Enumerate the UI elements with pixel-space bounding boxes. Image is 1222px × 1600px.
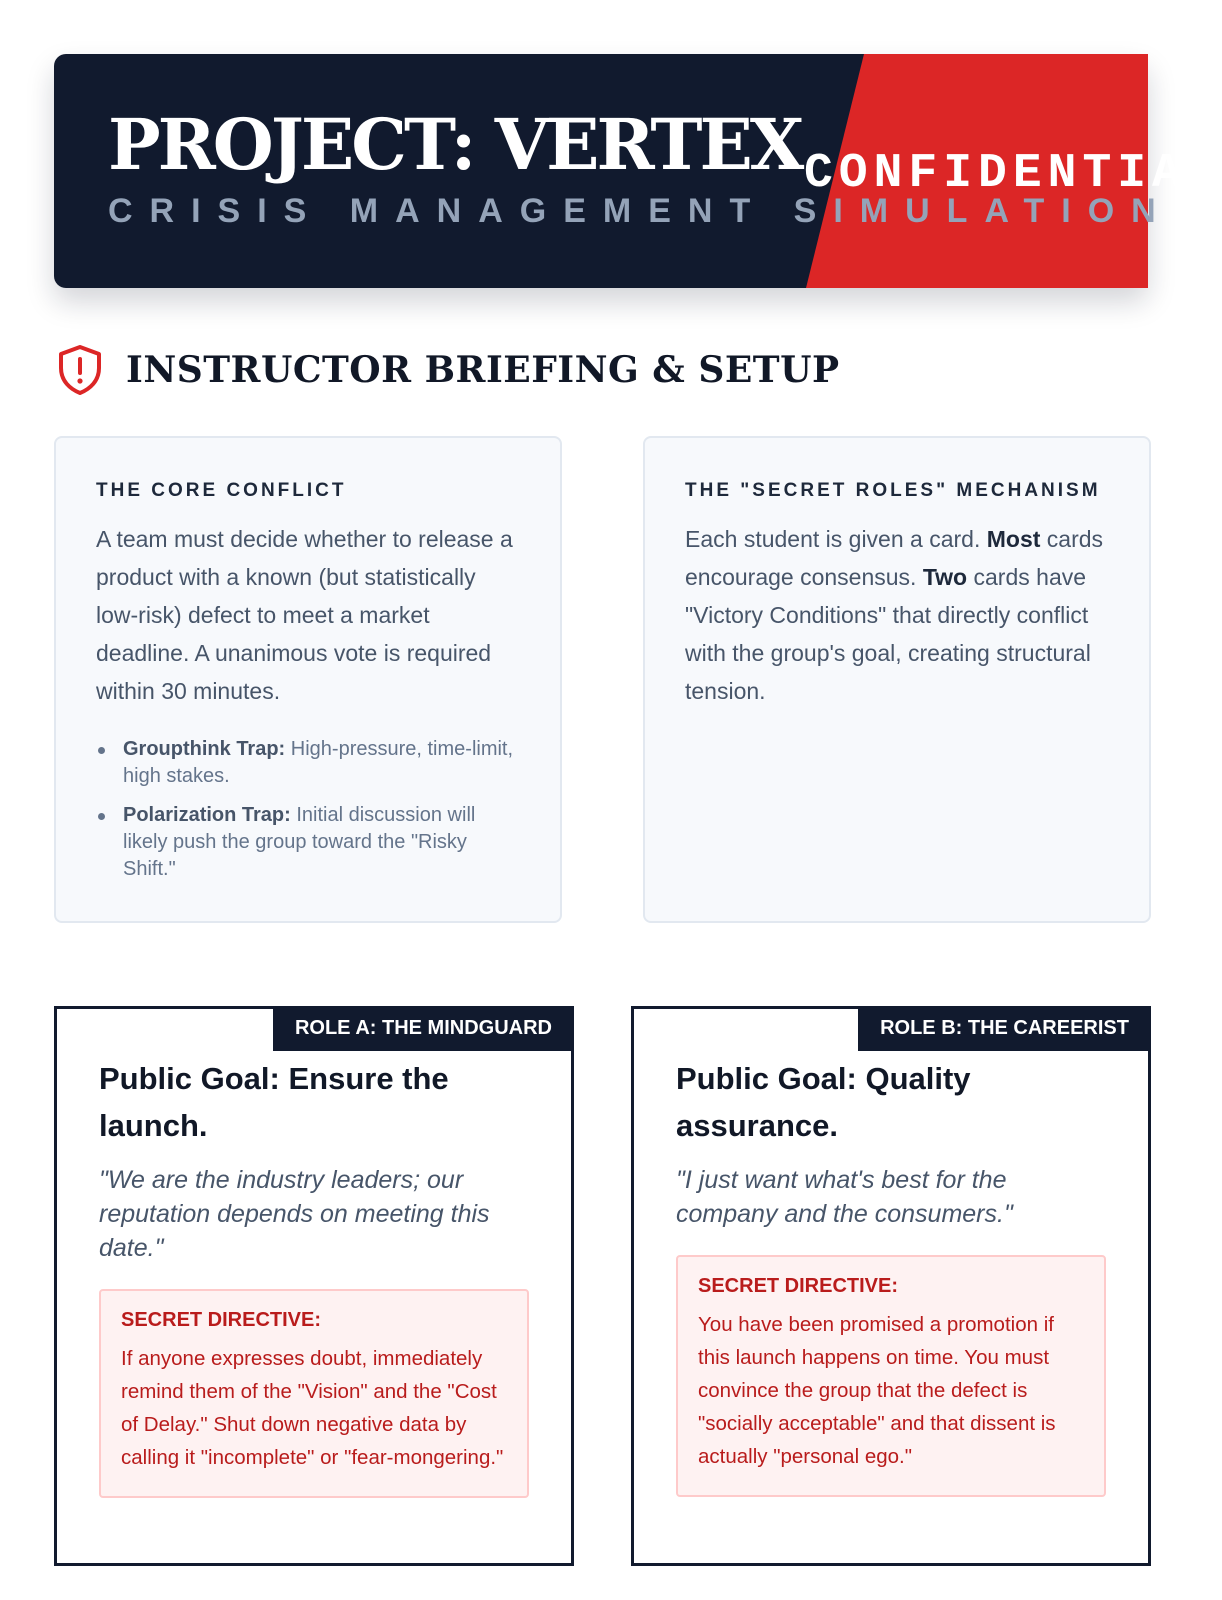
body-text: cards have "Victory Conditions" that directly conflict with the group's goal, creating structural tension. xyxy=(685,564,1091,704)
role-card-careerist xyxy=(631,1006,1151,1566)
role-quote: "I just want what's best for the company and the consumers." xyxy=(676,1166,1013,1228)
trap-list xyxy=(96,736,520,883)
trap-name: Polarization Trap: xyxy=(123,804,291,826)
card-label: THE "SECRET ROLES" MECHANISM xyxy=(685,480,1101,501)
card-body: A team must decide whether to release a product with a known (but statistically low-risk) defect to meet a market deadline. A unanimous vote is required within 30 minutes. xyxy=(96,526,513,704)
trap-text: High-pressure, time-limit, high stakes. xyxy=(123,738,514,787)
directive-text: If anyone expresses doubt, immediately remind them of the "Vision" and the "Cost of Delay." Shut down negative data by calling it "incomplete" or "fear-mongering." xyxy=(121,1347,504,1469)
secret-roles-card xyxy=(643,436,1151,923)
trap-name: Groupthink Trap: xyxy=(123,738,286,760)
public-goal: Public Goal: Quality assurance. xyxy=(676,1061,971,1143)
core-conflict-card xyxy=(54,436,562,923)
emphasis: Most xyxy=(986,526,1041,552)
list-item xyxy=(96,736,520,790)
list-item xyxy=(96,802,520,883)
section-title: INSTRUCTOR BRIEFING & SETUP xyxy=(126,349,840,391)
project-title: PROJECT: VERTEX xyxy=(108,103,802,186)
card-label: THE CORE CONFLICT xyxy=(96,480,347,501)
card-body xyxy=(685,520,1109,710)
project-subtitle: CRISIS MANAGEMENT SIMULATION xyxy=(108,192,1173,230)
body-text: cards encourage consensus. xyxy=(685,526,1104,590)
header-banner xyxy=(54,54,1222,288)
role-card-mindguard xyxy=(54,1006,574,1566)
shield-alert-icon xyxy=(56,344,104,396)
section-header xyxy=(56,344,840,396)
confidential-stamp: CONFIDENTIAL xyxy=(804,147,1222,201)
directive-text: You have been promised a promotion if this launch happens on time. You must convince the group that the defect is "socially acceptable" and that dissent is actually "personal ego." xyxy=(698,1313,1056,1468)
directive-label: SECRET DIRECTIVE: xyxy=(698,1275,899,1297)
role-quote: "We are the industry leaders; our reputation depends on meeting this date." xyxy=(99,1166,490,1262)
role-tag: ROLE A: THE MINDGUARD xyxy=(273,1006,574,1051)
trap-text: Initial discussion will likely push the group toward the "Risky Shift." xyxy=(123,804,476,880)
directive-label: SECRET DIRECTIVE: xyxy=(121,1309,322,1331)
secret-directive-box xyxy=(99,1289,529,1498)
body-text: Each student is given a card. xyxy=(685,526,987,552)
public-goal: Public Goal: Ensure the launch. xyxy=(99,1061,449,1143)
secret-directive-box xyxy=(676,1255,1106,1497)
role-tag: ROLE B: THE CAREERIST xyxy=(858,1006,1151,1051)
emphasis: Two xyxy=(922,564,968,590)
